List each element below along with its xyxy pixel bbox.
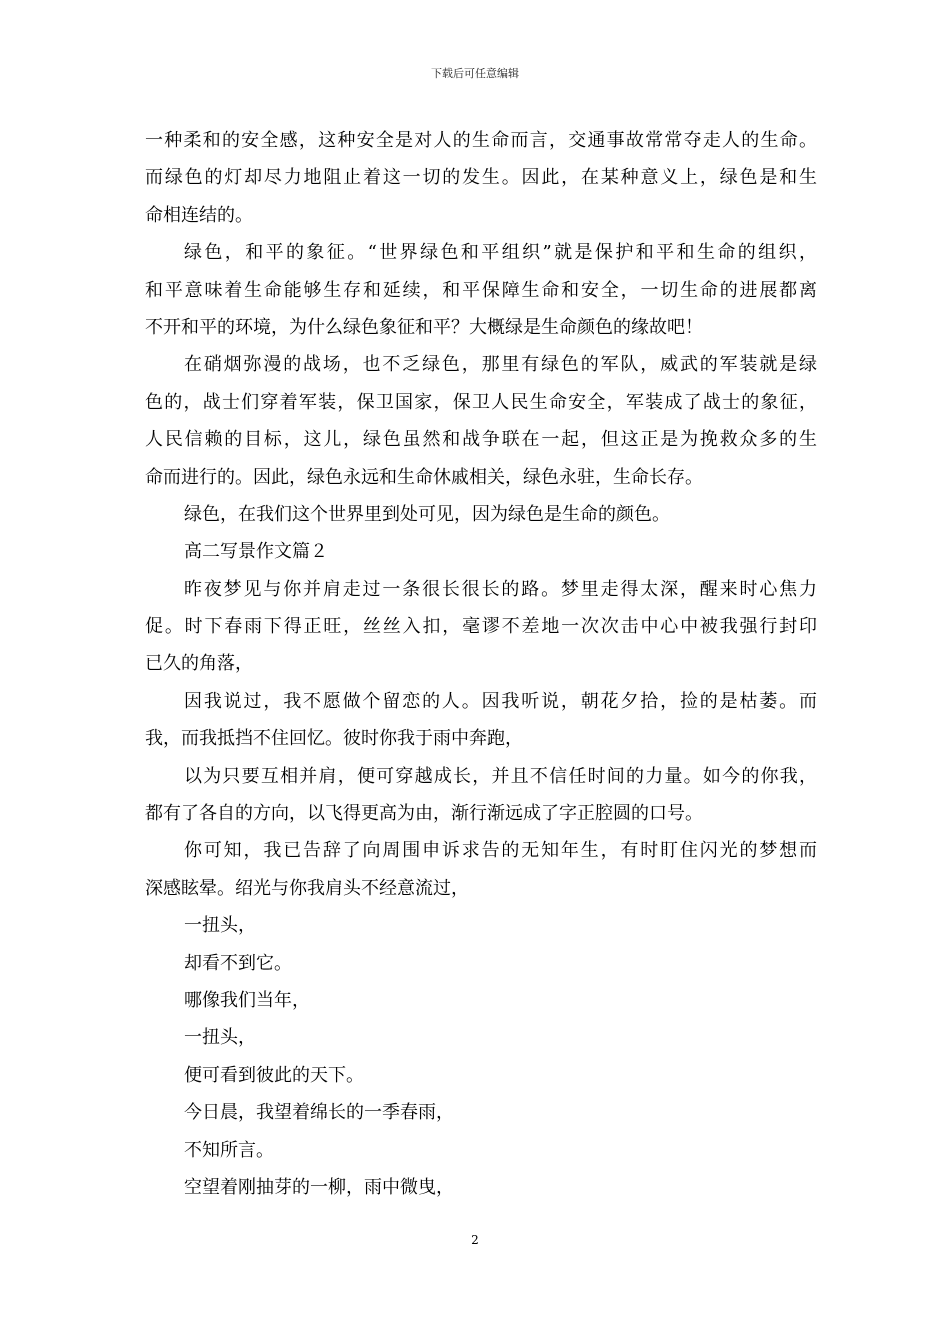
text-line: 昨夜梦见与你并肩走过一条很长很长的路。梦里走得太深，醒来时心焦力 — [184, 578, 817, 600]
text-line: 不开和平的环境，为什么绿色象征和平？大概绿是生命颜色的缘故吧！ — [145, 316, 703, 338]
text-line: 今日晨，我望着绵长的一季春雨， — [184, 1102, 454, 1124]
document-body — [145, 122, 817, 1206]
text-line: 一扭头， — [184, 915, 256, 937]
section-title: 高二写景作文篇２ — [184, 541, 328, 563]
page-number: 2 — [471, 1233, 479, 1247]
text-line: 命相连结的。 — [145, 204, 253, 226]
text-line: 深感眩晕。绍光与你我肩头不经意流过， — [145, 877, 469, 899]
text-line: 便可看到彼此的天下。 — [184, 1064, 364, 1086]
text-line: 哪像我们当年， — [184, 989, 310, 1011]
text-line: 却看不到它。 — [184, 952, 292, 974]
text-line: 色的，战士们穿着军装，保卫国家，保卫人民生命安全，军装成了战士的象征， — [145, 391, 817, 413]
text-line: 一种柔和的安全感，这种安全是对人的生命而言，交通事故常常夺走人的生命。 — [145, 130, 817, 151]
text-line: 因我说过，我不愿做个留恋的人。因我听说，朝花夕拾，捡的是枯萎。而 — [184, 690, 817, 712]
text-line: 命而进行的。因此，绿色永远和生命休戚相关，绿色永驻，生命长存。 — [145, 466, 703, 488]
text-line: 在硝烟弥漫的战场，也不乏绿色，那里有绿色的军队，威武的军装就是绿 — [184, 354, 817, 376]
page-header: 下载后可任意编辑 — [431, 67, 519, 80]
text-line: 绿色，和平的象征。“世界绿色和平组织”就是保护和平和生命的组织， — [184, 242, 817, 264]
text-line: 空望着刚抽芽的一柳，雨中微曳， — [184, 1176, 454, 1198]
text-line: 促。时下春雨下得正旺，丝丝入扣，毫谬不差地一次次击中心中被我强行封印 — [145, 616, 817, 638]
text-line: 人民信赖的目标，这儿，绿色虽然和战争联在一起，但这正是为挽救众多的生 — [145, 429, 817, 451]
text-line: 一扭头， — [184, 1027, 256, 1049]
text-line: 我，而我抵挡不住回忆。彼时你我于雨中奔跑， — [145, 728, 523, 750]
text-line: 你可知，我已告辞了向周围申诉求告的无知年生，有时盯住闪光的梦想而 — [184, 840, 817, 862]
text-line: 都有了各自的方向，以飞得更高为由，渐行渐远成了字正腔圆的口号。 — [145, 803, 703, 825]
text-line: 和平意味着生命能够生存和延续，和平保障生命和安全，一切生命的进展都离 — [145, 279, 817, 301]
text-line: 已久的角落， — [145, 653, 253, 675]
text-line: 而绿色的灯却尽力地阻止着这一切的发生。因此，在某种意义上，绿色是和生 — [145, 167, 817, 189]
text-line: 不知所言。 — [184, 1139, 274, 1161]
text-line: 以为只要互相并肩，便可穿越成长，并且不信任时间的力量。如今的你我， — [184, 765, 817, 787]
text-line: 绿色，在我们这个世界里到处可见，因为绿色是生命的颜色。 — [184, 503, 670, 525]
